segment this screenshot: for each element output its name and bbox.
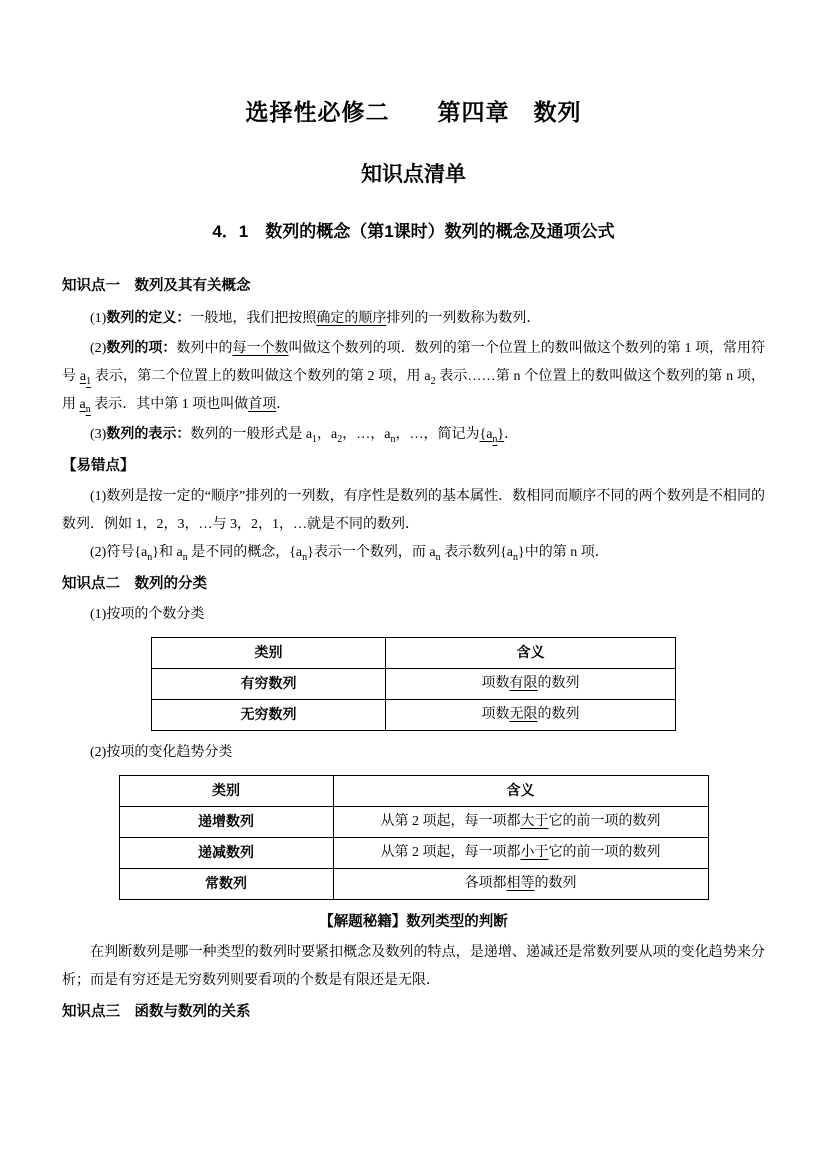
- subscript: n: [182, 551, 188, 563]
- text-segment: ．: [276, 397, 291, 412]
- text-segment: 它的前一项的数列: [548, 845, 661, 860]
- terms-paragraph: [62, 333, 765, 419]
- count-classification-table: [151, 637, 676, 731]
- subscript: 2: [430, 375, 436, 387]
- text-segment: (2): [90, 341, 107, 356]
- text-segment: 相等: [506, 876, 535, 891]
- text-segment: 大于: [520, 814, 549, 829]
- subscript: 1: [86, 375, 92, 387]
- tips-heading: [62, 908, 765, 936]
- classify-by-count-label: [62, 601, 765, 629]
- text-segment: 类别: [212, 782, 240, 798]
- table-row: [152, 700, 676, 731]
- text-segment: 数列的表示：: [106, 425, 191, 441]
- text-segment: 排列的一列数称为数列．: [386, 311, 541, 326]
- text-segment: 每一个数: [232, 341, 289, 356]
- subscript: n: [390, 433, 396, 445]
- text-segment: 叫做这个数列的项．数列的第一个位置上的数叫做这个数列的第 1 项，常用符号: [62, 341, 766, 384]
- table-cell: [119, 869, 333, 900]
- text-segment: 类别: [254, 644, 283, 660]
- text-segment: 项数: [481, 707, 510, 722]
- table-cell: [386, 669, 676, 700]
- trend-classification-table: [119, 775, 709, 900]
- text-segment: 在判断数列是哪一种类型的数列时要紧扣概念及数列的特点，是递增、递减还是常数列要从项的变化趋势来分析；而是有穷还是无穷数列则要看项的个数是有限还是无限．: [62, 945, 765, 988]
- section-title: 4．1 数列的概念（第1课时）数列的概念及通项公式: [212, 222, 615, 241]
- document-body: [62, 272, 765, 1026]
- table-header-cell: [152, 638, 386, 669]
- table-cell: [152, 700, 386, 731]
- subscript: n: [492, 433, 498, 445]
- table-header-cell: [386, 638, 676, 669]
- table-cell: [119, 807, 333, 838]
- table-cell: [119, 838, 333, 869]
- representation-paragraph: [62, 419, 765, 449]
- subscript: n: [435, 551, 441, 563]
- text-segment: 数列中的: [176, 341, 233, 356]
- subscript: n: [85, 403, 91, 415]
- table-row: [119, 869, 708, 900]
- subscript: n: [302, 551, 308, 563]
- table-row: [152, 669, 676, 700]
- text-segment: 表示……第 n 个位置上的数叫做这个数列的第 n 项，用: [62, 369, 766, 412]
- text-segment: }和 a: [152, 545, 183, 560]
- text-segment: 无限: [509, 707, 538, 722]
- text-segment: 数列的定义：: [106, 309, 191, 325]
- text-segment: 确定的顺序: [316, 311, 387, 326]
- table-header-row: [152, 638, 676, 669]
- text-segment: (2)符号{a: [90, 545, 148, 560]
- text-segment: 一般地，我们把按照: [190, 311, 317, 326]
- text-segment: (2)按项的变化趋势分类: [90, 745, 233, 760]
- document-subtitle: 知识点清单: [361, 162, 466, 186]
- text-segment: 含义: [506, 782, 535, 798]
- text-segment: 知识点一 数列及其有关概念: [62, 278, 251, 294]
- text-segment: 项数: [481, 676, 510, 691]
- text-segment: ，a: [317, 427, 338, 442]
- table-row: [119, 838, 708, 869]
- text-segment: 它的前一项的数列: [548, 814, 661, 829]
- text-segment: }中的第 n 项．: [518, 545, 609, 560]
- kp2-heading: [62, 570, 765, 598]
- text-segment: }: [497, 427, 505, 442]
- text-segment: 表示．其中第 1 项也叫做: [90, 397, 249, 412]
- text-segment: 各项都: [464, 876, 507, 891]
- error-note-1: [62, 483, 765, 539]
- kp1-heading: [62, 272, 765, 300]
- text-segment: a: [79, 369, 87, 384]
- table-header-cell: [119, 776, 333, 807]
- tips-paragraph: [62, 939, 765, 995]
- table-header-cell: [333, 776, 708, 807]
- definition-paragraph: [62, 303, 765, 333]
- text-segment: (1): [90, 311, 107, 326]
- text-segment: 知识点三 函数与数列的关系: [62, 1004, 251, 1020]
- text-segment: 有穷数列: [240, 675, 297, 691]
- text-segment: 的数列: [537, 707, 580, 722]
- text-segment: 表示，第二个位置上的数叫做这个数列的第 2 项，用 a: [91, 369, 431, 384]
- text-segment: 小于: [520, 845, 549, 860]
- text-segment: 常数列: [205, 875, 247, 891]
- text-segment: 从第 2 项起，每一项都: [380, 814, 521, 829]
- text-segment: (3): [90, 427, 107, 442]
- table-cell: [333, 807, 708, 838]
- table-cell: [333, 838, 708, 869]
- text-segment: {a: [479, 427, 493, 442]
- subscript: n: [147, 551, 153, 563]
- text-segment: 【易错点】: [62, 458, 135, 474]
- table-cell: [152, 669, 386, 700]
- subscript: 1: [312, 433, 318, 445]
- subscript: 2: [337, 433, 343, 445]
- text-segment: (1)数列是按一定的“顺序”排列的一列数，有序性是数列的基本属性．数相同而顺序不同的两个数列是不相同的数列．例如 1，2，3，…与 3，2，1，…就是不同的数列．: [62, 489, 765, 532]
- document-title: 选择性必修二 第四章 数列: [245, 100, 582, 125]
- text-segment: 递增数列: [198, 813, 254, 829]
- error-note-2: [62, 539, 765, 567]
- text-segment: 是不同的概念，{a: [187, 545, 303, 560]
- text-segment: 的数列: [537, 676, 580, 691]
- table-row: [119, 807, 708, 838]
- subscript: n: [513, 551, 519, 563]
- text-segment: 知识点二 数列的分类: [62, 576, 207, 592]
- text-segment: 【解题秘籍】数列类型的判断: [319, 914, 508, 930]
- text-segment: }表示一个数列，而 a: [307, 545, 436, 560]
- classify-by-trend-label: [62, 739, 765, 767]
- text-segment: ，…，简记为: [395, 427, 480, 442]
- text-segment: 有限: [509, 676, 538, 691]
- table-cell: [333, 869, 708, 900]
- text-segment: 无穷数列: [240, 706, 297, 722]
- text-segment: (1)按项的个数分类: [90, 607, 205, 622]
- text-segment: 的数列: [534, 876, 577, 891]
- table-cell: [386, 700, 676, 731]
- text-segment: 含义: [516, 644, 545, 660]
- text-segment: 数列的一般形式是 a: [190, 427, 313, 442]
- text-segment: 从第 2 项起，每一项都: [380, 845, 521, 860]
- text-segment: ．: [504, 427, 519, 442]
- text-segment: 表示数列{a: [440, 545, 514, 560]
- error-prone-heading: [62, 452, 765, 480]
- text-segment: ，…，a: [342, 427, 391, 442]
- text-segment: a: [79, 397, 86, 412]
- text-segment: 首项: [248, 397, 277, 412]
- kp3-heading: [62, 998, 765, 1026]
- text-segment: 数列的项：: [106, 339, 177, 355]
- text-segment: 递减数列: [198, 844, 254, 860]
- table-header-row: [119, 776, 708, 807]
